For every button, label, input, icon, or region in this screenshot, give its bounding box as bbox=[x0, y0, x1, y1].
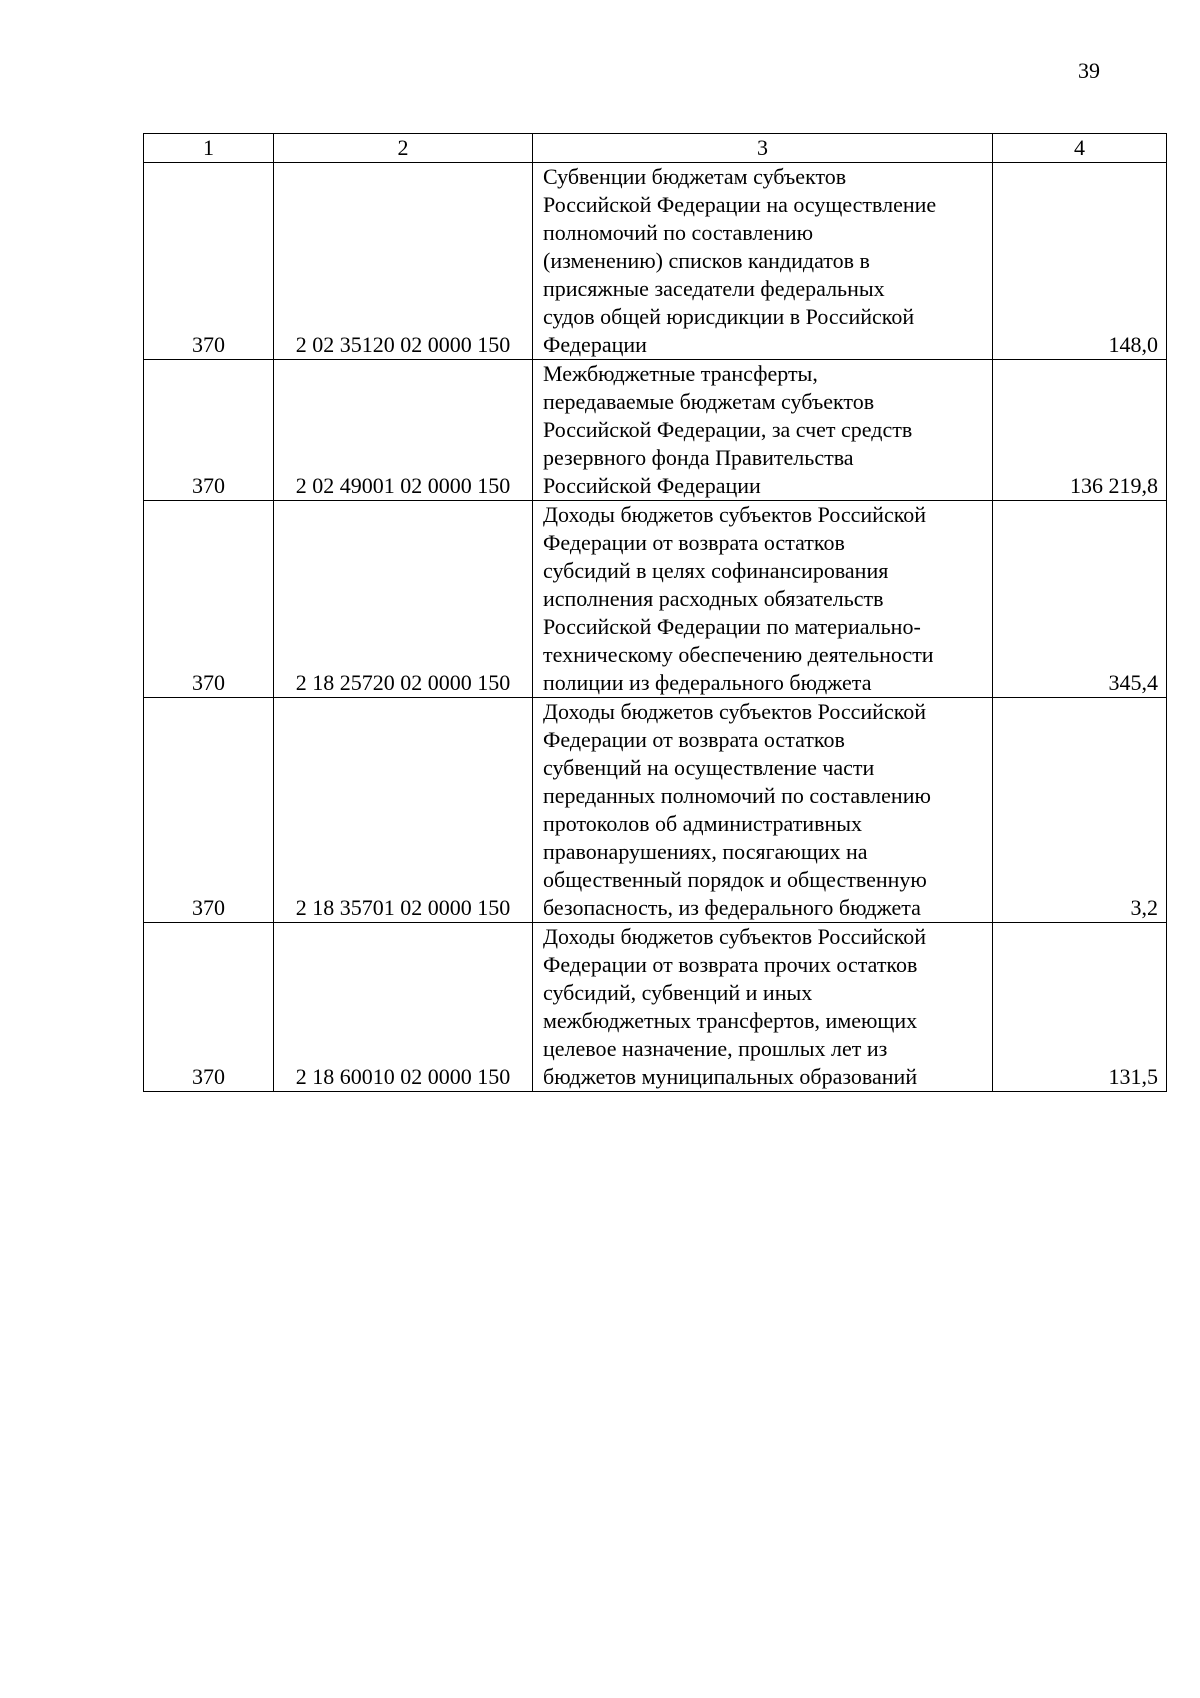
budget-code-cell: 2 18 60010 02 0000 150 bbox=[274, 923, 533, 1092]
table-header bbox=[144, 134, 1167, 163]
table-body bbox=[144, 163, 1167, 1092]
table-row bbox=[144, 501, 1167, 698]
revenue-name-cell: Доходы бюджетов субъектов Российской Федерации от возврата остатков субвенций на осуществление части переданных полномочий по составлению протоколов об административных правонарушениях, посягающих на общественный порядок и общественную безопасность, из федерального бюджета bbox=[533, 698, 993, 923]
column-header-1: 1 bbox=[144, 134, 274, 163]
page-number: 39 bbox=[1078, 58, 1100, 83]
column-header-4: 4 bbox=[993, 134, 1167, 163]
table-row bbox=[144, 698, 1167, 923]
budget-code-cell: 2 18 35701 02 0000 150 bbox=[274, 698, 533, 923]
budget-code-cell: 2 02 49001 02 0000 150 bbox=[274, 360, 533, 501]
amount-cell: 131,5 bbox=[993, 923, 1167, 1092]
column-header-3: 3 bbox=[533, 134, 993, 163]
budget-code-cell: 2 18 25720 02 0000 150 bbox=[274, 501, 533, 698]
revenue-table bbox=[143, 133, 1167, 1092]
amount-cell: 148,0 bbox=[993, 163, 1167, 360]
agency-code-cell: 370 bbox=[144, 360, 274, 501]
table-row bbox=[144, 923, 1167, 1092]
amount-cell: 345,4 bbox=[993, 501, 1167, 698]
agency-code-cell: 370 bbox=[144, 923, 274, 1092]
table-row bbox=[144, 360, 1167, 501]
table-row bbox=[144, 163, 1167, 360]
revenue-name-cell: Доходы бюджетов субъектов Российской Федерации от возврата остатков субсидий в целях софинансирования исполнения расходных обязательств Российской Федерации по материально- техническому обеспечению деятельности полиции из федерального бюджета bbox=[533, 501, 993, 698]
revenue-name-cell: Субвенции бюджетам субъектов Российской Федерации на осуществление полномочий по составлению (изменению) списков кандидатов в присяжные заседатели федеральных судов общей юрисдикции в Российской Федерации bbox=[533, 163, 993, 360]
revenue-name-cell: Межбюджетные трансферты, передаваемые бюджетам субъектов Российской Федерации, за счет средств резервного фонда Правительства Российской Федерации bbox=[533, 360, 993, 501]
column-header-2: 2 bbox=[274, 134, 533, 163]
agency-code-cell: 370 bbox=[144, 698, 274, 923]
amount-cell: 136 219,8 bbox=[993, 360, 1167, 501]
agency-code-cell: 370 bbox=[144, 501, 274, 698]
budget-code-cell: 2 02 35120 02 0000 150 bbox=[274, 163, 533, 360]
header-row bbox=[144, 134, 1167, 163]
amount-cell: 3,2 bbox=[993, 698, 1167, 923]
revenue-name-cell: Доходы бюджетов субъектов Российской Федерации от возврата прочих остатков субсидий, субвенций и иных межбюджетных трансфертов, имеющих целевое назначение, прошлых лет из бюджетов муниципальных образований bbox=[533, 923, 993, 1092]
agency-code-cell: 370 bbox=[144, 163, 274, 360]
